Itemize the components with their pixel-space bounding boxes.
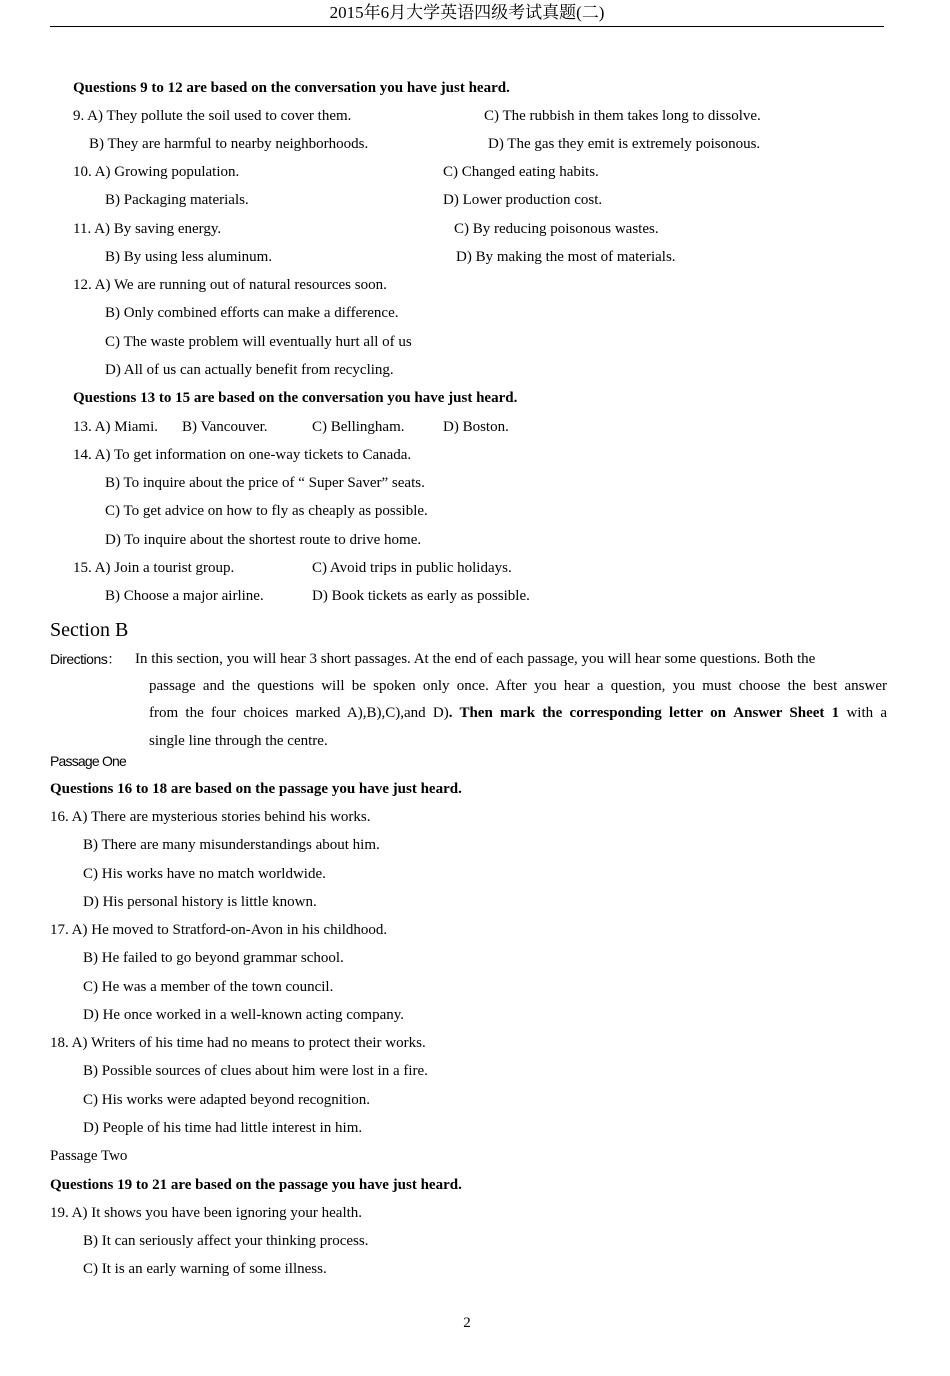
passage-one-label: Passage One <box>50 753 127 769</box>
q9-option-b: B) They are harmful to nearby neighborhoods. <box>89 136 369 152</box>
q10-option-c: C) Changed eating habits. <box>443 164 599 180</box>
q11-option-b: B) By using less aluminum. <box>105 249 273 265</box>
q16-option-a: 16. A) There are mysterious stories behind his works. <box>50 809 371 825</box>
q12-option-a: 12. A) We are running out of natural resources soon. <box>73 277 387 293</box>
q13-option-b: B) Vancouver. <box>182 419 268 435</box>
q19-option-c: C) It is an early warning of some illness. <box>83 1261 327 1277</box>
instruction-q9-12: Questions 9 to 12 are based on the conversation you have just heard. <box>73 80 510 96</box>
q12-option-b: B) Only combined efforts can make a difference. <box>105 305 399 321</box>
q9-option-a: 9. A) They pollute the soil used to cover them. <box>73 108 352 124</box>
directions-choices: from the four choices marked A),B),C),and D) <box>149 705 449 721</box>
directions-label: Directions： <box>50 651 121 667</box>
q15-option-d: D) Book tickets as early as possible. <box>312 588 530 604</box>
q18-option-d: D) People of his time had little interest in him. <box>83 1120 363 1136</box>
q18-option-a: 18. A) Writers of his time had no means to protect their works. <box>50 1035 426 1051</box>
q17-option-d: D) He once worked in a well-known acting company. <box>83 1007 405 1023</box>
q12-option-d: D) All of us can actually benefit from recycling. <box>105 362 394 378</box>
directions-line-1: In this section, you will hear 3 short passages. At the end of each passage, you will hear some questions. Both the <box>135 651 816 667</box>
q13-option-d: D) Boston. <box>443 419 509 435</box>
q11-option-c: C) By reducing poisonous wastes. <box>454 221 659 237</box>
directions-answer-sheet: Answer Sheet 1 <box>733 705 840 721</box>
section-b-title: Section B <box>50 619 129 641</box>
q10-option-d: D) Lower production cost. <box>443 192 603 208</box>
q16-option-b: B) There are many misunderstandings about him. <box>83 837 380 853</box>
q10-option-b: B) Packaging materials. <box>105 192 249 208</box>
q9-option-c: C) The rubbish in them takes long to dissolve. <box>484 108 761 124</box>
q16-option-c: C) His works have no match worldwide. <box>83 866 326 882</box>
page-number: 2 <box>463 1315 471 1331</box>
q12-option-c: C) The waste problem will eventually hurt all of us <box>105 334 412 350</box>
instruction-q16-18: Questions 16 to 18 are based on the passage you have just heard. <box>50 781 462 797</box>
q13-option-c: C) Bellingham. <box>312 419 405 435</box>
q14-option-a: 14. A) To get information on one-way tickets to Canada. <box>73 447 412 463</box>
q18-option-b: B) Possible sources of clues about him were lost in a fire. <box>83 1063 428 1079</box>
directions-line-2: passage and the questions will be spoken only once. After you hear a question, you must choose the best answer <box>149 678 887 694</box>
q18-option-c: C) His works were adapted beyond recognition. <box>83 1092 371 1108</box>
q17-option-b: B) He failed to go beyond grammar school. <box>83 950 344 966</box>
q13-option-a: 13. A) Miami. <box>73 419 158 435</box>
q16-option-d: D) His personal history is little known. <box>83 894 317 910</box>
q9-option-d: D) The gas they emit is extremely poisonous. <box>488 136 761 152</box>
q14-option-d: D) To inquire about the shortest route to drive home. <box>105 532 422 548</box>
passage-two-label: Passage Two <box>50 1148 128 1164</box>
header-divider <box>50 26 884 27</box>
q17-option-c: C) He was a member of the town council. <box>83 979 334 995</box>
q19-option-b: B) It can seriously affect your thinking process. <box>83 1233 369 1249</box>
q10-option-a: 10. A) Growing population. <box>73 164 240 180</box>
q14-option-c: C) To get advice on how to fly as cheaply as possible. <box>105 503 428 519</box>
q15-option-b: B) Choose a major airline. <box>105 588 264 604</box>
q15-option-c: C) Avoid trips in public holidays. <box>312 560 512 576</box>
q19-option-a: 19. A) It shows you have been ignoring your health. <box>50 1205 363 1221</box>
q14-option-b: B) To inquire about the price of “ Super Saver” seats. <box>105 475 425 491</box>
page-header: 2015年6月大学英语四级考试真题(二) <box>329 3 605 22</box>
directions-period: . Then mark the corresponding letter on <box>448 705 726 721</box>
instruction-q19-21: Questions 19 to 21 are based on the passage you have just heard. <box>50 1177 462 1193</box>
q11-option-d: D) By making the most of materials. <box>456 249 676 265</box>
directions-line-3 <box>149 703 887 723</box>
q15-option-a: 15. A) Join a tourist group. <box>73 560 235 576</box>
q17-option-a: 17. A) He moved to Stratford-on-Avon in his childhood. <box>50 922 388 938</box>
q11-option-a: 11. A) By saving energy. <box>73 221 222 237</box>
directions-with-a: with a <box>846 705 888 721</box>
directions-line-4: single line through the centre. <box>149 733 328 749</box>
instruction-q13-15: Questions 13 to 15 are based on the conversation you have just heard. <box>73 390 518 406</box>
